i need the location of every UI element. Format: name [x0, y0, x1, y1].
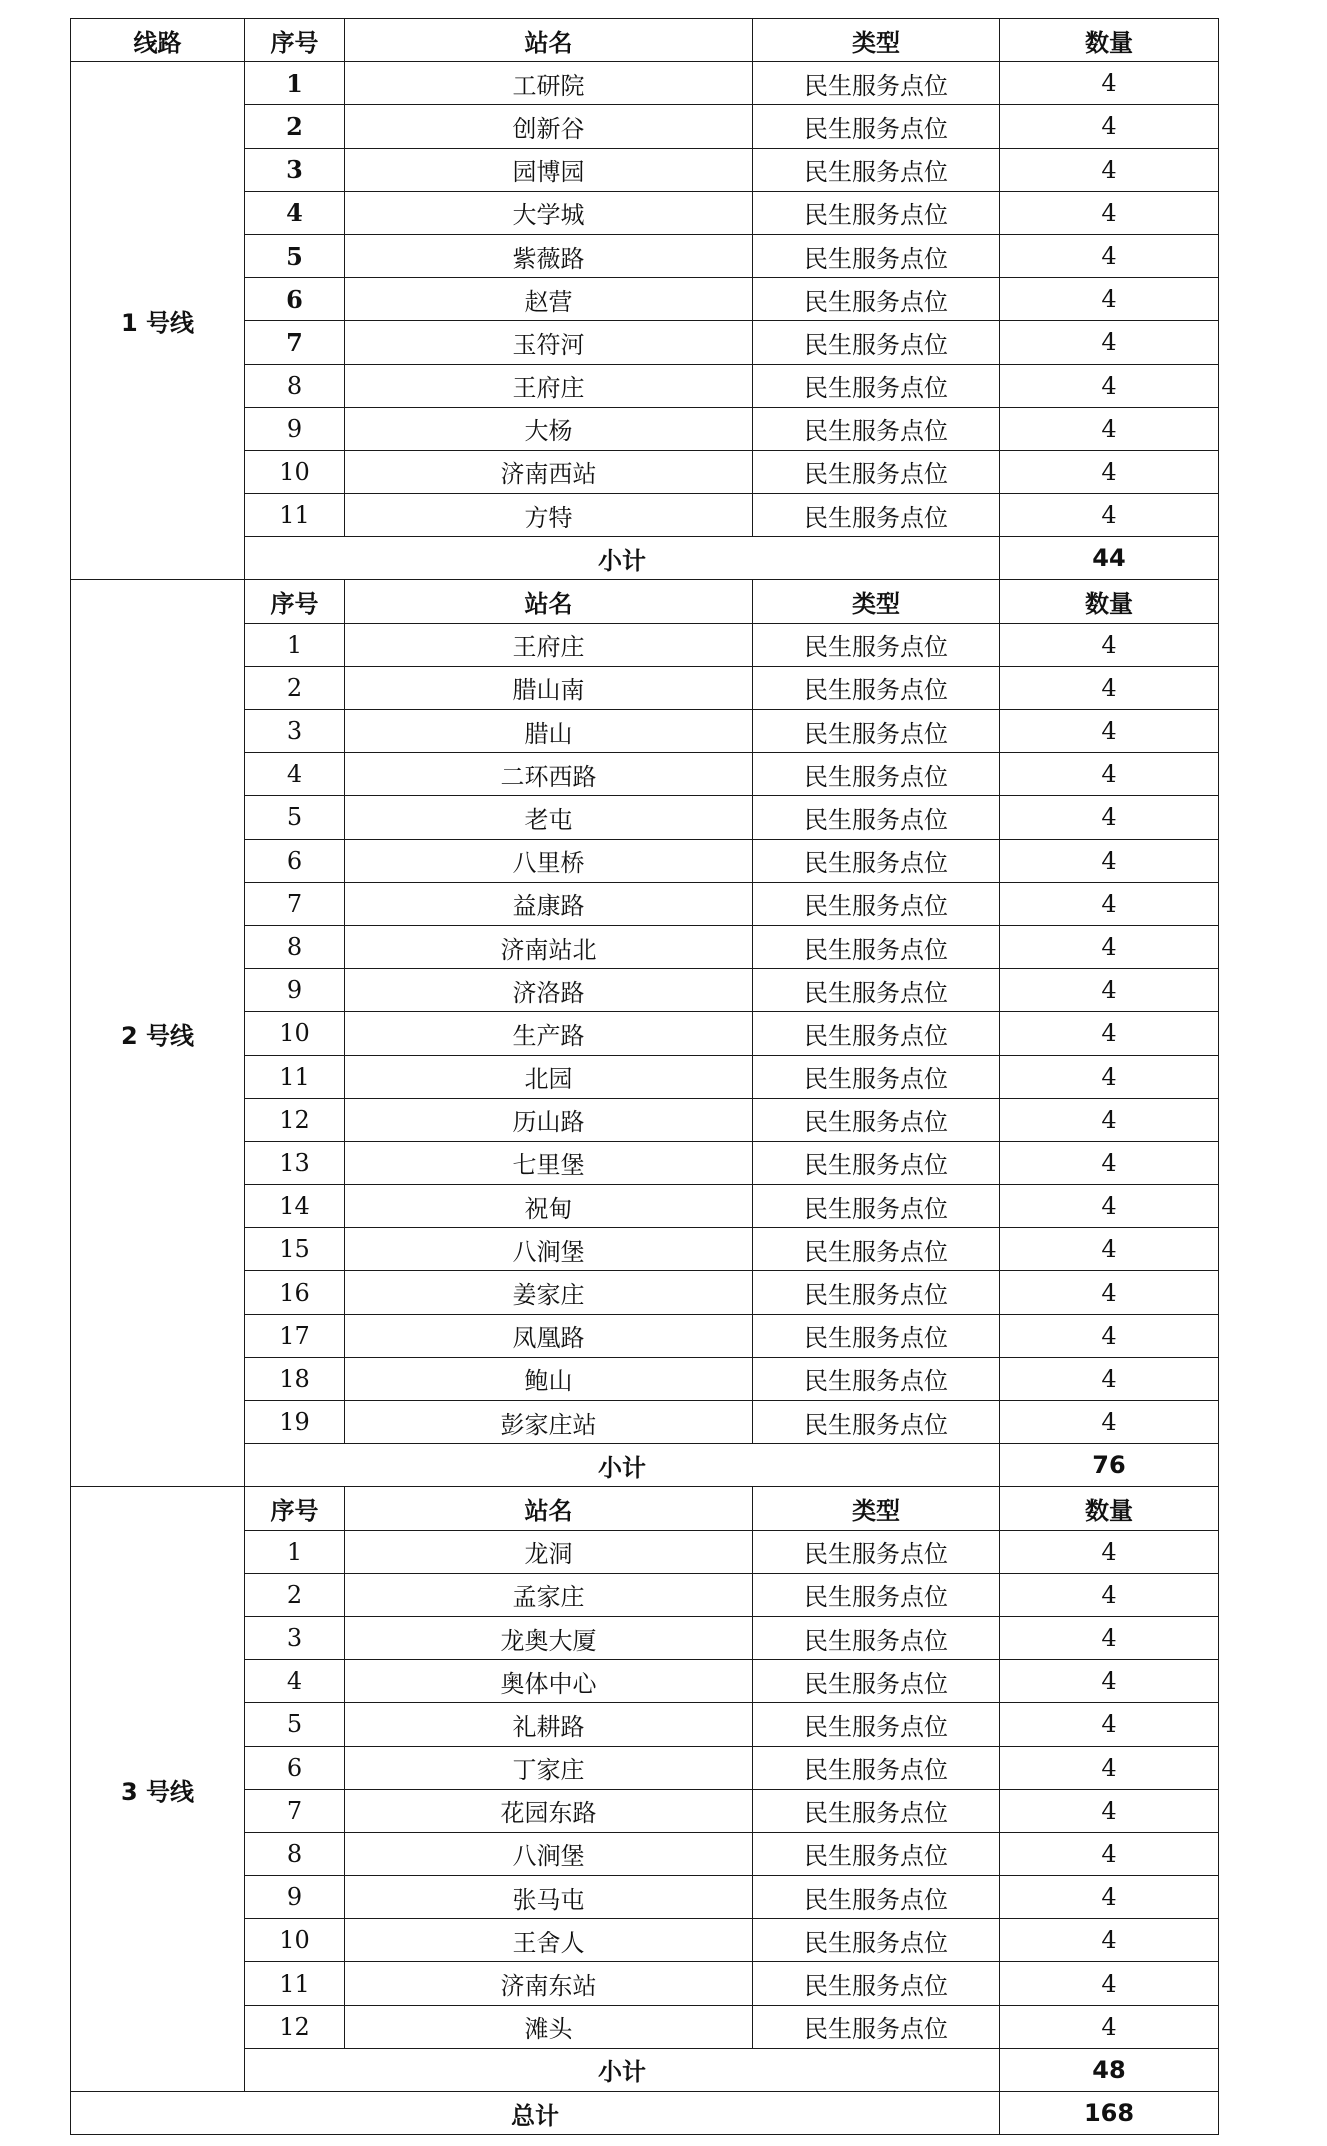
cell-station: 祝甸: [345, 1185, 753, 1228]
cell-count: 4: [1000, 1703, 1219, 1746]
cell-count: 4: [1000, 1401, 1219, 1444]
cell-station: 八涧堡: [345, 1832, 753, 1875]
cell-type: 民生服务点位: [753, 925, 1000, 968]
cell-count: 4: [1000, 666, 1219, 709]
cell-type: 民生服务点位: [753, 1055, 1000, 1098]
cell-count: 4: [1000, 105, 1219, 148]
cell-count: 4: [1000, 1314, 1219, 1357]
cell-count: 4: [1000, 1530, 1219, 1573]
cell-type: 民生服务点位: [753, 839, 1000, 882]
cell-count: 4: [1000, 1876, 1219, 1919]
cell-type: 民生服务点位: [753, 623, 1000, 666]
cell-count: 4: [1000, 1271, 1219, 1314]
subtotal-value: 76: [1000, 1444, 1219, 1487]
cell-station: 大杨: [345, 407, 753, 450]
cell-count: 4: [1000, 1660, 1219, 1703]
cell-count: 4: [1000, 1789, 1219, 1832]
cell-type: 民生服务点位: [753, 1746, 1000, 1789]
cell-station: 龙奥大厦: [345, 1616, 753, 1659]
group-header-seq: 序号: [245, 580, 345, 623]
cell-count: 4: [1000, 450, 1219, 493]
cell-station: 奥体中心: [345, 1660, 753, 1703]
cell-type: 民生服务点位: [753, 494, 1000, 537]
cell-count: 4: [1000, 407, 1219, 450]
cell-seq: 3: [245, 148, 345, 191]
cell-station: 八里桥: [345, 839, 753, 882]
table-body: [71, 19, 1219, 2135]
cell-count: 4: [1000, 1616, 1219, 1659]
subtotal-label: 小计: [245, 2048, 1000, 2091]
cell-type: 民生服务点位: [753, 1832, 1000, 1875]
group-header-station: 站名: [345, 1487, 753, 1530]
cell-count: 4: [1000, 494, 1219, 537]
cell-seq: 9: [245, 969, 345, 1012]
cell-station: 二环西路: [345, 753, 753, 796]
cell-type: 民生服务点位: [753, 2005, 1000, 2048]
cell-station: 工研院: [345, 62, 753, 105]
cell-station: 北园: [345, 1055, 753, 1098]
cell-station: 丁家庄: [345, 1746, 753, 1789]
cell-seq: 12: [245, 1098, 345, 1141]
cell-type: 民生服务点位: [753, 1919, 1000, 1962]
cell-count: 4: [1000, 1832, 1219, 1875]
group-header-count: 数量: [1000, 580, 1219, 623]
cell-type: 民生服务点位: [753, 191, 1000, 234]
cell-seq: 19: [245, 1401, 345, 1444]
line-name: 2 号线: [71, 580, 245, 1487]
header-row: [71, 19, 1219, 62]
group-header-type: 类型: [753, 580, 1000, 623]
cell-type: 民生服务点位: [753, 710, 1000, 753]
cell-station: 益康路: [345, 882, 753, 925]
cell-type: 民生服务点位: [753, 148, 1000, 191]
group-header-station: 站名: [345, 580, 753, 623]
cell-seq: 7: [245, 882, 345, 925]
cell-count: 4: [1000, 364, 1219, 407]
cell-station: 姜家庄: [345, 1271, 753, 1314]
cell-station: 王府庄: [345, 623, 753, 666]
total-value: 168: [1000, 2092, 1219, 2135]
cell-station: 张马屯: [345, 1876, 753, 1919]
cell-type: 民生服务点位: [753, 234, 1000, 277]
cell-type: 民生服务点位: [753, 407, 1000, 450]
cell-station: 花园东路: [345, 1789, 753, 1832]
cell-station: 玉符河: [345, 321, 753, 364]
cell-type: 民生服务点位: [753, 1357, 1000, 1400]
cell-seq: 4: [245, 1660, 345, 1703]
cell-count: 4: [1000, 969, 1219, 1012]
cell-count: 4: [1000, 1357, 1219, 1400]
group-header-type: 类型: [753, 1487, 1000, 1530]
cell-station: 龙洞: [345, 1530, 753, 1573]
group-header-row: [71, 1487, 1219, 1530]
cell-seq: 6: [245, 1746, 345, 1789]
cell-count: 4: [1000, 710, 1219, 753]
cell-station: 济南站北: [345, 925, 753, 968]
cell-seq: 8: [245, 925, 345, 968]
cell-type: 民生服务点位: [753, 1401, 1000, 1444]
cell-type: 民生服务点位: [753, 1660, 1000, 1703]
cell-count: 4: [1000, 1185, 1219, 1228]
header-seq: 序号: [245, 19, 345, 62]
cell-station: 八涧堡: [345, 1228, 753, 1271]
header-count: 数量: [1000, 19, 1219, 62]
cell-type: 民生服务点位: [753, 753, 1000, 796]
cell-seq: 2: [245, 1573, 345, 1616]
cell-type: 民生服务点位: [753, 969, 1000, 1012]
cell-count: 4: [1000, 1746, 1219, 1789]
cell-type: 民生服务点位: [753, 666, 1000, 709]
cell-type: 民生服务点位: [753, 1789, 1000, 1832]
header-line: 线路: [71, 19, 245, 62]
cell-type: 民生服务点位: [753, 105, 1000, 148]
group-header-row: [71, 580, 1219, 623]
total-label: 总计: [71, 2092, 1000, 2135]
cell-type: 民生服务点位: [753, 796, 1000, 839]
cell-station: 七里堡: [345, 1141, 753, 1184]
cell-type: 民生服务点位: [753, 278, 1000, 321]
cell-type: 民生服务点位: [753, 882, 1000, 925]
cell-station: 创新谷: [345, 105, 753, 148]
cell-seq: 5: [245, 1703, 345, 1746]
group-header-count: 数量: [1000, 1487, 1219, 1530]
cell-station: 腊山: [345, 710, 753, 753]
cell-type: 民生服务点位: [753, 1271, 1000, 1314]
cell-type: 民生服务点位: [753, 321, 1000, 364]
cell-type: 民生服务点位: [753, 1962, 1000, 2005]
cell-count: 4: [1000, 1962, 1219, 2005]
cell-seq: 5: [245, 796, 345, 839]
cell-station: 鲍山: [345, 1357, 753, 1400]
cell-station: 王府庄: [345, 364, 753, 407]
total-row: [71, 2092, 1219, 2135]
cell-station: 济南西站: [345, 450, 753, 493]
cell-count: 4: [1000, 1141, 1219, 1184]
cell-seq: 3: [245, 1616, 345, 1659]
cell-type: 民生服务点位: [753, 1098, 1000, 1141]
cell-seq: 3: [245, 710, 345, 753]
cell-type: 民生服务点位: [753, 1141, 1000, 1184]
cell-seq: 15: [245, 1228, 345, 1271]
cell-station: 园博园: [345, 148, 753, 191]
cell-seq: 4: [245, 753, 345, 796]
cell-station: 凤凰路: [345, 1314, 753, 1357]
cell-seq: 1: [245, 62, 345, 105]
cell-count: 4: [1000, 839, 1219, 882]
station-table: [70, 18, 1219, 2135]
cell-count: 4: [1000, 191, 1219, 234]
cell-count: 4: [1000, 234, 1219, 277]
cell-station: 济洛路: [345, 969, 753, 1012]
cell-station: 腊山南: [345, 666, 753, 709]
cell-count: 4: [1000, 882, 1219, 925]
cell-station: 礼耕路: [345, 1703, 753, 1746]
cell-seq: 9: [245, 1876, 345, 1919]
cell-seq: 5: [245, 234, 345, 277]
cell-type: 民生服务点位: [753, 450, 1000, 493]
subtotal-label: 小计: [245, 1444, 1000, 1487]
subtotal-label: 小计: [245, 537, 1000, 580]
cell-seq: 8: [245, 1832, 345, 1875]
cell-type: 民生服务点位: [753, 1530, 1000, 1573]
cell-seq: 12: [245, 2005, 345, 2048]
cell-count: 4: [1000, 753, 1219, 796]
cell-count: 4: [1000, 1098, 1219, 1141]
cell-type: 民生服务点位: [753, 62, 1000, 105]
cell-seq: 11: [245, 1962, 345, 2005]
cell-seq: 1: [245, 623, 345, 666]
cell-seq: 10: [245, 1919, 345, 1962]
cell-seq: 9: [245, 407, 345, 450]
cell-station: 滩头: [345, 2005, 753, 2048]
cell-seq: 17: [245, 1314, 345, 1357]
cell-type: 民生服务点位: [753, 1616, 1000, 1659]
cell-station: 济南东站: [345, 1962, 753, 2005]
cell-seq: 8: [245, 364, 345, 407]
cell-count: 4: [1000, 623, 1219, 666]
header-type: 类型: [753, 19, 1000, 62]
cell-station: 方特: [345, 494, 753, 537]
cell-station: 生产路: [345, 1012, 753, 1055]
cell-type: 民生服务点位: [753, 1228, 1000, 1271]
cell-seq: 13: [245, 1141, 345, 1184]
line-name: 1 号线: [71, 62, 245, 580]
cell-type: 民生服务点位: [753, 1573, 1000, 1616]
cell-type: 民生服务点位: [753, 1703, 1000, 1746]
cell-seq: 16: [245, 1271, 345, 1314]
cell-station: 紫薇路: [345, 234, 753, 277]
line-name: 3 号线: [71, 1487, 245, 2092]
cell-seq: 18: [245, 1357, 345, 1400]
cell-station: 彭家庄站: [345, 1401, 753, 1444]
cell-count: 4: [1000, 278, 1219, 321]
subtotal-value: 44: [1000, 537, 1219, 580]
cell-count: 4: [1000, 1919, 1219, 1962]
cell-count: 4: [1000, 321, 1219, 364]
cell-seq: 7: [245, 321, 345, 364]
cell-type: 民生服务点位: [753, 1012, 1000, 1055]
cell-type: 民生服务点位: [753, 364, 1000, 407]
cell-seq: 6: [245, 839, 345, 882]
cell-station: 赵营: [345, 278, 753, 321]
cell-seq: 11: [245, 1055, 345, 1098]
cell-count: 4: [1000, 148, 1219, 191]
cell-seq: 1: [245, 1530, 345, 1573]
cell-count: 4: [1000, 796, 1219, 839]
cell-count: 4: [1000, 1012, 1219, 1055]
cell-station: 老屯: [345, 796, 753, 839]
table-row: [71, 62, 1219, 105]
cell-count: 4: [1000, 62, 1219, 105]
cell-count: 4: [1000, 2005, 1219, 2048]
cell-seq: 4: [245, 191, 345, 234]
cell-seq: 10: [245, 1012, 345, 1055]
subtotal-value: 48: [1000, 2048, 1219, 2091]
cell-seq: 2: [245, 105, 345, 148]
cell-type: 民生服务点位: [753, 1185, 1000, 1228]
cell-seq: 6: [245, 278, 345, 321]
cell-station: 历山路: [345, 1098, 753, 1141]
cell-station: 大学城: [345, 191, 753, 234]
header-station: 站名: [345, 19, 753, 62]
cell-count: 4: [1000, 1228, 1219, 1271]
cell-count: 4: [1000, 1055, 1219, 1098]
cell-count: 4: [1000, 1573, 1219, 1616]
cell-seq: 10: [245, 450, 345, 493]
cell-station: 孟家庄: [345, 1573, 753, 1616]
cell-count: 4: [1000, 925, 1219, 968]
cell-type: 民生服务点位: [753, 1876, 1000, 1919]
cell-seq: 11: [245, 494, 345, 537]
cell-seq: 2: [245, 666, 345, 709]
cell-seq: 14: [245, 1185, 345, 1228]
cell-type: 民生服务点位: [753, 1314, 1000, 1357]
group-header-seq: 序号: [245, 1487, 345, 1530]
cell-station: 王舍人: [345, 1919, 753, 1962]
cell-seq: 7: [245, 1789, 345, 1832]
